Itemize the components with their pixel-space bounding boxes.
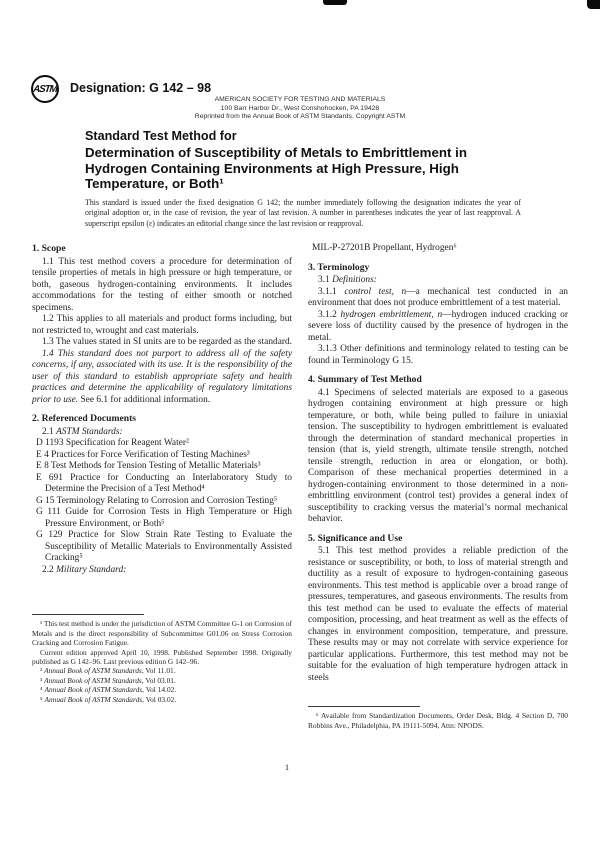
footnote-volume: , Vol 03.02.	[142, 694, 177, 704]
term-definition: —a mechanical test conducted in an environment that does not produce embrittlement of a test material.	[308, 286, 568, 308]
sub-2-1-number: 2.1	[42, 426, 57, 437]
section-heading-scope: 1. Scope	[32, 243, 66, 254]
term-number: 3.1.1	[318, 286, 345, 297]
title-line-2: Hydrogen Containing Environments at High Pressure, High	[85, 160, 459, 176]
section-heading-referenced-documents: 2. Referenced Documents	[32, 413, 136, 424]
sub-3-1-number: 3.1	[318, 275, 333, 285]
issuance-note: This standard is issued under the fixed designation G 142; the number immediately following the designation indicates the year of original adoption or, in the case of revision, the year of last revision. A number in parentheses indicates the year of last reapproval. A superscript epsilon (ε) indicates an editorial change since the last revision or reapproval.	[85, 198, 521, 228]
scope-paragraph-1-2: 1.2 This applies to all materials and product forms including, but not restricted to, wrought and cast materials.	[32, 314, 292, 336]
footnote-1-jurisdiction: ¹ This test method is under the jurisdiction of ASTM Committee G-1 on Corrosion of Metals and is the direct responsibility of Subcommittee G01.06 on Stress Corrosion Cracking and Corrosion Fatigue.	[32, 619, 292, 648]
scope-1-4-roman: See 6.1 for additional information.	[78, 394, 211, 405]
sub-2-2-number: 2.2	[42, 564, 57, 575]
term-name: control test, n	[344, 286, 407, 297]
left-column	[32, 243, 292, 730]
referenced-standard-item: D 1193 Specification for Reagent Water²	[36, 438, 189, 448]
scope-paragraph-1-1: 1.1 This test method covers a procedure for determination of tensile properties of metals in high pressure or high temperature, or both, gaseous hydrogen-containing environments. It includes accommodations for the testing of either smooth or notched specimens.	[32, 256, 292, 313]
footnote-volume: , Vol 14.02.	[142, 685, 177, 695]
scope-paragraph-1-3: 1.3 The values stated in SI units are to be regarded as the standard.	[42, 337, 293, 347]
term-number: 3.1.2	[318, 309, 341, 320]
body-columns	[32, 243, 568, 730]
society-copyright: Reprinted from the Annual Book of ASTM Standards. Copyright ASTM	[194, 113, 406, 121]
footnote-number: ⁵	[40, 694, 45, 704]
society-address-block	[0, 96, 600, 122]
footnote-ref	[32, 676, 292, 685]
military-standard-item: MIL-P-27201B Propellant, Hydrogen⁶	[312, 243, 457, 253]
terminology-3-1-3: 3.1.3 Other definitions and terminology related to testing can be found in Terminology G 15.	[308, 344, 568, 366]
term-name: hydrogen embrittlement, n	[340, 309, 443, 320]
scan-artifact-top	[323, 0, 347, 5]
footnote-volume: , Vol 03.01.	[141, 675, 176, 685]
footnote-1-edition: Current edition approved April 10, 1998. Published September 1998. Originally published as G 142–96. Last previous edition G 142–96.	[32, 647, 292, 666]
footnote-book-title: Annual Book of ASTM Standards	[44, 675, 142, 685]
title-line-1: Determination of Susceptibility of Metals to Embrittlement in	[85, 144, 467, 160]
section-heading-terminology: 3. Terminology	[308, 261, 370, 273]
summary-paragraph-4-1: 4.1 Specimens of selected materials are exposed to a gaseous hydrogen containing environment at high pressure or high temperature, or both, while being pulled to failure in uniaxial tension. The susceptibility to hydrogen embrittlement is evaluated through the determination of standard mechanical properties in tension (that is, yield strength, ultimate tensile strength, notched tensile strength, reduction in area or elongation, or both). Comparison of these mechanical properties determined in a hydrogen-containing environment to those determined in a non-embrittling environment (control test) provides a general index of susceptibility to cracking versus the material’s normal mechanical behavior.	[308, 387, 568, 524]
referenced-standard-item: G 15 Terminology Relating to Corrosion and Corrosion Testing⁵	[36, 495, 278, 506]
astm-logo-text: ASTM	[32, 83, 58, 95]
sub-3-1-title: Definitions:	[332, 275, 377, 285]
footnote-ref	[32, 695, 292, 704]
term-definition: —hydrogen induced cracking or severe loss of ductility caused by the presence of hydrogen in the metal.	[308, 309, 568, 343]
sub-2-2-title: Military Standard:	[56, 564, 127, 575]
terminology-3-1	[308, 275, 568, 287]
footnote-book-title: Annual Book of ASTM Standards	[44, 666, 142, 676]
scope-1-4-italic: 1.4 This standard does not purport to address all of the safety concerns, if any, associated with its use. It is the responsibility of the user of this standard to establish appropriate safety and health practices and determine the applicability of regulatory limitations prior to use.	[32, 348, 292, 405]
footnote-number: ²	[40, 666, 45, 676]
referenced-standard-item: G 129 Practice for Slow Strain Rate Testing to Evaluate the Susceptibility of Metallic Materials to Environmentally Assisted Cracking⁵	[36, 530, 292, 563]
referenced-documents-2-2	[32, 565, 292, 577]
footnote-book-title: Annual Book of ASTM Standards	[44, 694, 143, 704]
footnote-ref	[32, 666, 292, 675]
referenced-documents-2-1	[32, 427, 292, 439]
document-title	[85, 129, 547, 192]
left-footnotes	[32, 614, 292, 704]
footnote-number: ⁴	[40, 685, 45, 695]
page-number: 1	[284, 762, 290, 772]
section-heading-significance: 5. Significance and Use	[308, 532, 403, 544]
referenced-standard-item: G 111 Guide for Corrosion Tests in High Temperature or High Pressure Environment, or Both⁵	[36, 507, 292, 529]
designation-label: Designation: G 142 – 98	[70, 81, 212, 95]
footnote-6-availability: ⁶ Available from Standardization Documents, Order Desk, Bldg. 4 Section D, 700 Robbins Ave., Philadelphia, PA 19111-5094, Attn: NPODS.	[308, 711, 568, 730]
footnote-number: ³	[40, 675, 45, 685]
referenced-standard-item: E 691 Practice for Conducting an Interlaboratory Study to Determine the Precision of a Test Method⁴	[36, 472, 292, 494]
sub-2-1-title: ASTM Standards:	[56, 426, 123, 437]
title-line-3: Temperature, or Both¹	[85, 176, 224, 192]
footnote-volume: , Vol 11.01.	[141, 666, 176, 676]
scan-artifact-corner	[587, 0, 600, 9]
significance-paragraph-5-1: 5.1 This test method provides a reliable prediction of the resistance or susceptibility, or both, to loss of material strength and ductility as a result of exposure to hydrogen-containing gaseous environments. This test method is applicable over a broad range of pressures, temperatures, and gaseous environments. The results from this test method can be used to evaluate the effects of material composition, processing, and heat treatment as well as the effects of changes in environment composition, temperature, and pressure. These results may or may not correlate with service experience for particular applications. Furthermore, this test method may not be suitable for the evaluation of high temperature hydrogen attack in steels	[308, 546, 568, 683]
footnote-book-title: Annual Book of ASTM Standards	[44, 685, 143, 695]
society-address: 100 Barr Harbor Dr., West Conshohocken, PA 19428	[220, 104, 380, 112]
society-name: AMERICAN SOCIETY FOR TESTING AND MATERIALS	[214, 96, 386, 103]
footnote-divider	[32, 614, 144, 615]
terminology-3-1-1	[308, 287, 568, 310]
right-footnotes	[308, 706, 568, 730]
right-column	[308, 243, 568, 730]
section-heading-summary: 4. Summary of Test Method	[308, 374, 422, 385]
terminology-3-1-2	[308, 310, 568, 345]
footnote-ref	[32, 685, 292, 694]
title-line-kind: Standard Test Method for	[85, 129, 237, 143]
referenced-standard-item: E 8 Test Methods for Tension Testing of Metallic Materials³	[36, 461, 261, 471]
referenced-standard-item: E 4 Practices for Force Verification of Testing Machines³	[36, 449, 250, 460]
scope-paragraph-1-4	[32, 349, 292, 407]
footnote-divider	[308, 706, 420, 707]
